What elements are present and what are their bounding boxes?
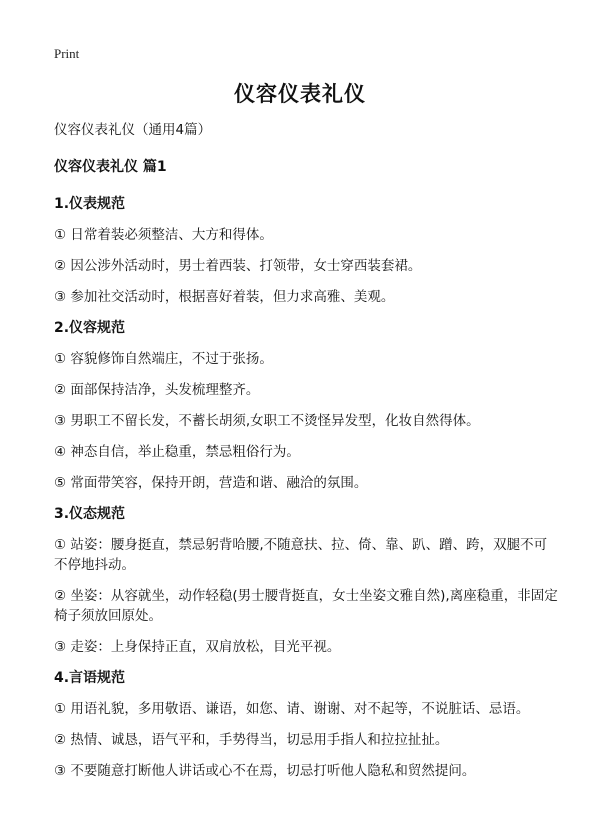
list-item: ① 站姿：腰身挺直，禁忌躬背哈腰,不随意扶、拉、倚、靠、趴、蹭、跨，双腿不可不停地抖动。 [54, 537, 548, 573]
list-item: ② 坐姿：从容就坐，动作轻稳(男士腰背挺直，女士坐姿文雅自然),离座稳重，非固定椅子须放回原处。 [54, 588, 558, 624]
section-heading: 1.仪表规范 [54, 196, 126, 212]
list-item: ⑤ 常面带笑容，保持开朗，营造和谐、融洽的氛围。 [54, 475, 368, 491]
section-heading: 3.仪态规范 [54, 506, 126, 522]
article-heading: 仪容仪表礼仪 篇1 [54, 159, 167, 175]
list-item: ③ 走姿：上身保持正直，双肩放松，目光平视。 [54, 639, 341, 655]
list-item: ① 日常着装必须整洁、大方和得体。 [54, 227, 273, 243]
section-heading: 4.言语规范 [54, 670, 126, 686]
section-posture [54, 504, 560, 657]
document-body [54, 120, 560, 792]
section-grooming [54, 318, 560, 493]
list-item: ② 因公涉外活动时，男士着西装、打领带，女士穿西装套裙。 [54, 258, 422, 274]
section-heading: 2.仪容规范 [54, 320, 126, 336]
section-appearance-dress [54, 194, 560, 307]
list-item: ② 面部保持洁净，头发梳理整齐。 [54, 382, 260, 398]
list-item: ② 热情、诚恳，语气平和，手势得当，切忌用手指人和拉拉扯扯。 [54, 732, 449, 748]
list-item: ③ 参加社交活动时，根据喜好着装，但力求高雅、美观。 [54, 289, 395, 305]
list-item: ③ 不要随意打断他人讲话或心不在焉，切忌打听他人隐私和贸然提问。 [54, 763, 476, 779]
print-link[interactable]: Print [54, 46, 80, 61]
list-item: ④ 神态自信，举止稳重，禁忌粗俗行为。 [54, 444, 300, 460]
list-item: ① 容貌修饰自然端庄，不过于张扬。 [54, 351, 273, 367]
list-item: ① 用语礼貌，多用敬语、谦语，如您、请、谢谢、对不起等，不说脏话、忌语。 [54, 701, 530, 717]
document-subtitle: 仪容仪表礼仪（通用4篇） [54, 122, 212, 138]
page-title: 仪容仪表礼仪 [234, 82, 366, 106]
section-speech [54, 668, 560, 781]
list-item: ③ 男职工不留长发，不蓄长胡须,女职工不烫怪异发型，化妆自然得体。 [54, 413, 480, 429]
